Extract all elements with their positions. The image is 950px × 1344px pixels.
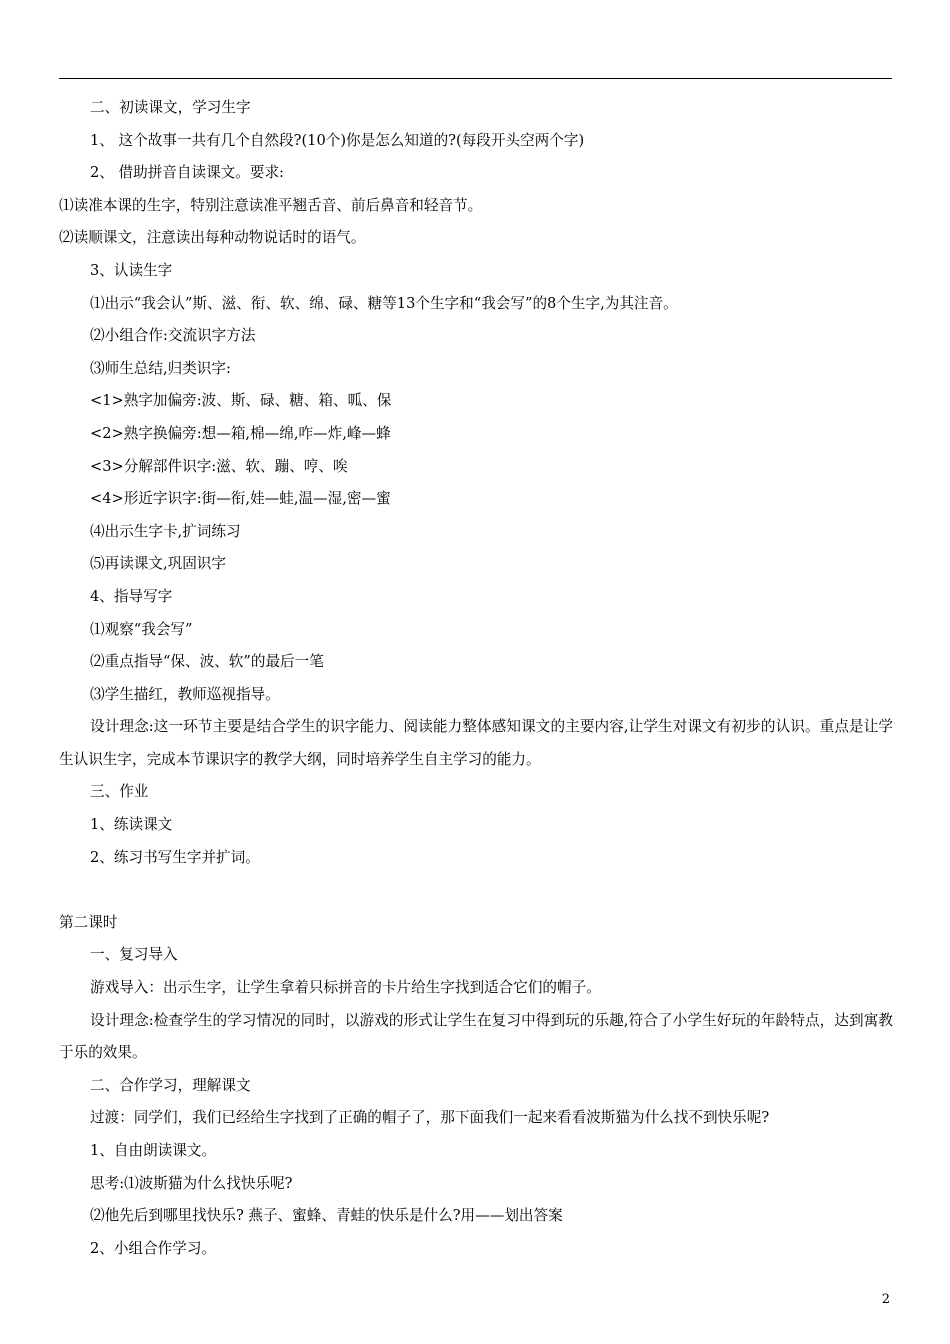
text-line: ⑴出示“我会认”斯、滋、衔、软、绵、碌、糖等13个生字和“我会写”的8个生字,为其注音。: [90, 294, 678, 312]
text-line: ⑸再读课文,巩固识字: [90, 555, 226, 573]
text-line: ⑶学生描红，教师巡视指导。: [90, 685, 280, 703]
text-line: 2、练习书写生字并扩词。: [90, 848, 260, 866]
lesson-title: 第二课时: [59, 913, 118, 931]
text-line: <2>熟字换偏旁:想—箱,棉—绵,咋—炸,峰—蜂: [90, 424, 391, 442]
document-body: [59, 92, 893, 1265]
text-line: ⑶师生总结,归类识字:: [90, 359, 231, 377]
text-line: ⑴读准本课的生字，特别注意读准平翘舌音、前后鼻音和轻音节。: [59, 196, 483, 214]
text-line: 3、认读生字: [90, 261, 173, 279]
section-heading-cooperation: 二、合作学习，理解课文: [90, 1076, 251, 1094]
page-number: 2: [881, 1292, 890, 1307]
text-line: <4>形近字识字:街—衔,娃—蛙,温—湿,密—蜜: [90, 490, 391, 508]
section-heading-reading: 二、初读课文，学习生字: [90, 99, 251, 116]
text-line: 4、指导写字: [90, 587, 173, 605]
spacer: [59, 874, 893, 907]
text-line: ⑵重点指导“保、波、软”的最后一笔: [90, 653, 324, 671]
text-line: 游戏导入：出示生字，让学生拿着只标拼音的卡片给生字找到适合它们的帽子。: [90, 979, 601, 997]
text-line: ⑵他先后到哪里找快乐? 燕子、蜜蜂、青蛙的快乐是什么?用——划出答案: [90, 1207, 563, 1225]
text-line: ⑷出示生字卡,扩词练习: [90, 522, 241, 540]
text-line: <1>熟字加偏旁:波、斯、碌、糖、箱、呱、保: [90, 392, 392, 410]
design-note-paragraph: 设计理念:检查学生的学习情况的同时，以游戏的形式让学生在复习中得到玩的乐趣,符合了小学生好玩的年龄特点，达到寓教于乐的效果。: [59, 1011, 893, 1062]
section-heading-homework: 三、作业: [90, 783, 149, 801]
text-line: <3>分解部件识字:滋、软、蹦、哼、唉: [90, 457, 348, 475]
text-line: ⑵读顺课文，注意读出每种动物说话时的语气。: [59, 229, 366, 247]
text-line: 1、练读课文: [90, 816, 173, 834]
header-rule: [59, 78, 892, 79]
text-line: ⑵小组合作:交流识字方法: [90, 327, 256, 345]
text-line: 过渡：同学们，我们已经给生字找到了正确的帽子了，那下面我们一起来看看波斯猫为什么找不到快乐呢?: [90, 1109, 770, 1127]
text-line: 思考:⑴波斯猫为什么找快乐呢?: [90, 1174, 293, 1192]
text-line: 2、小组合作学习。: [90, 1239, 217, 1257]
text-line: ⑴观察“我会写”: [90, 620, 193, 638]
section-heading-review: 一、复习导入: [90, 946, 178, 964]
design-note-paragraph: 设计理念:这一环节主要是结合学生的识字能力、阅读能力整体感知课文的主要内容,让学生对课文有初步的认识。重点是让学生认识生字，完成本节课识字的教学大纲，同时培养学生自主学习的能力。: [59, 718, 893, 768]
text-line: 1、自由朗读课文。: [90, 1142, 217, 1159]
text-line: 1、 这个故事一共有几个自然段?(10个)你是怎么知道的?(每段开头空两个字): [90, 131, 585, 149]
text-line: 2、 借助拼音自读课文。要求:: [90, 164, 284, 182]
